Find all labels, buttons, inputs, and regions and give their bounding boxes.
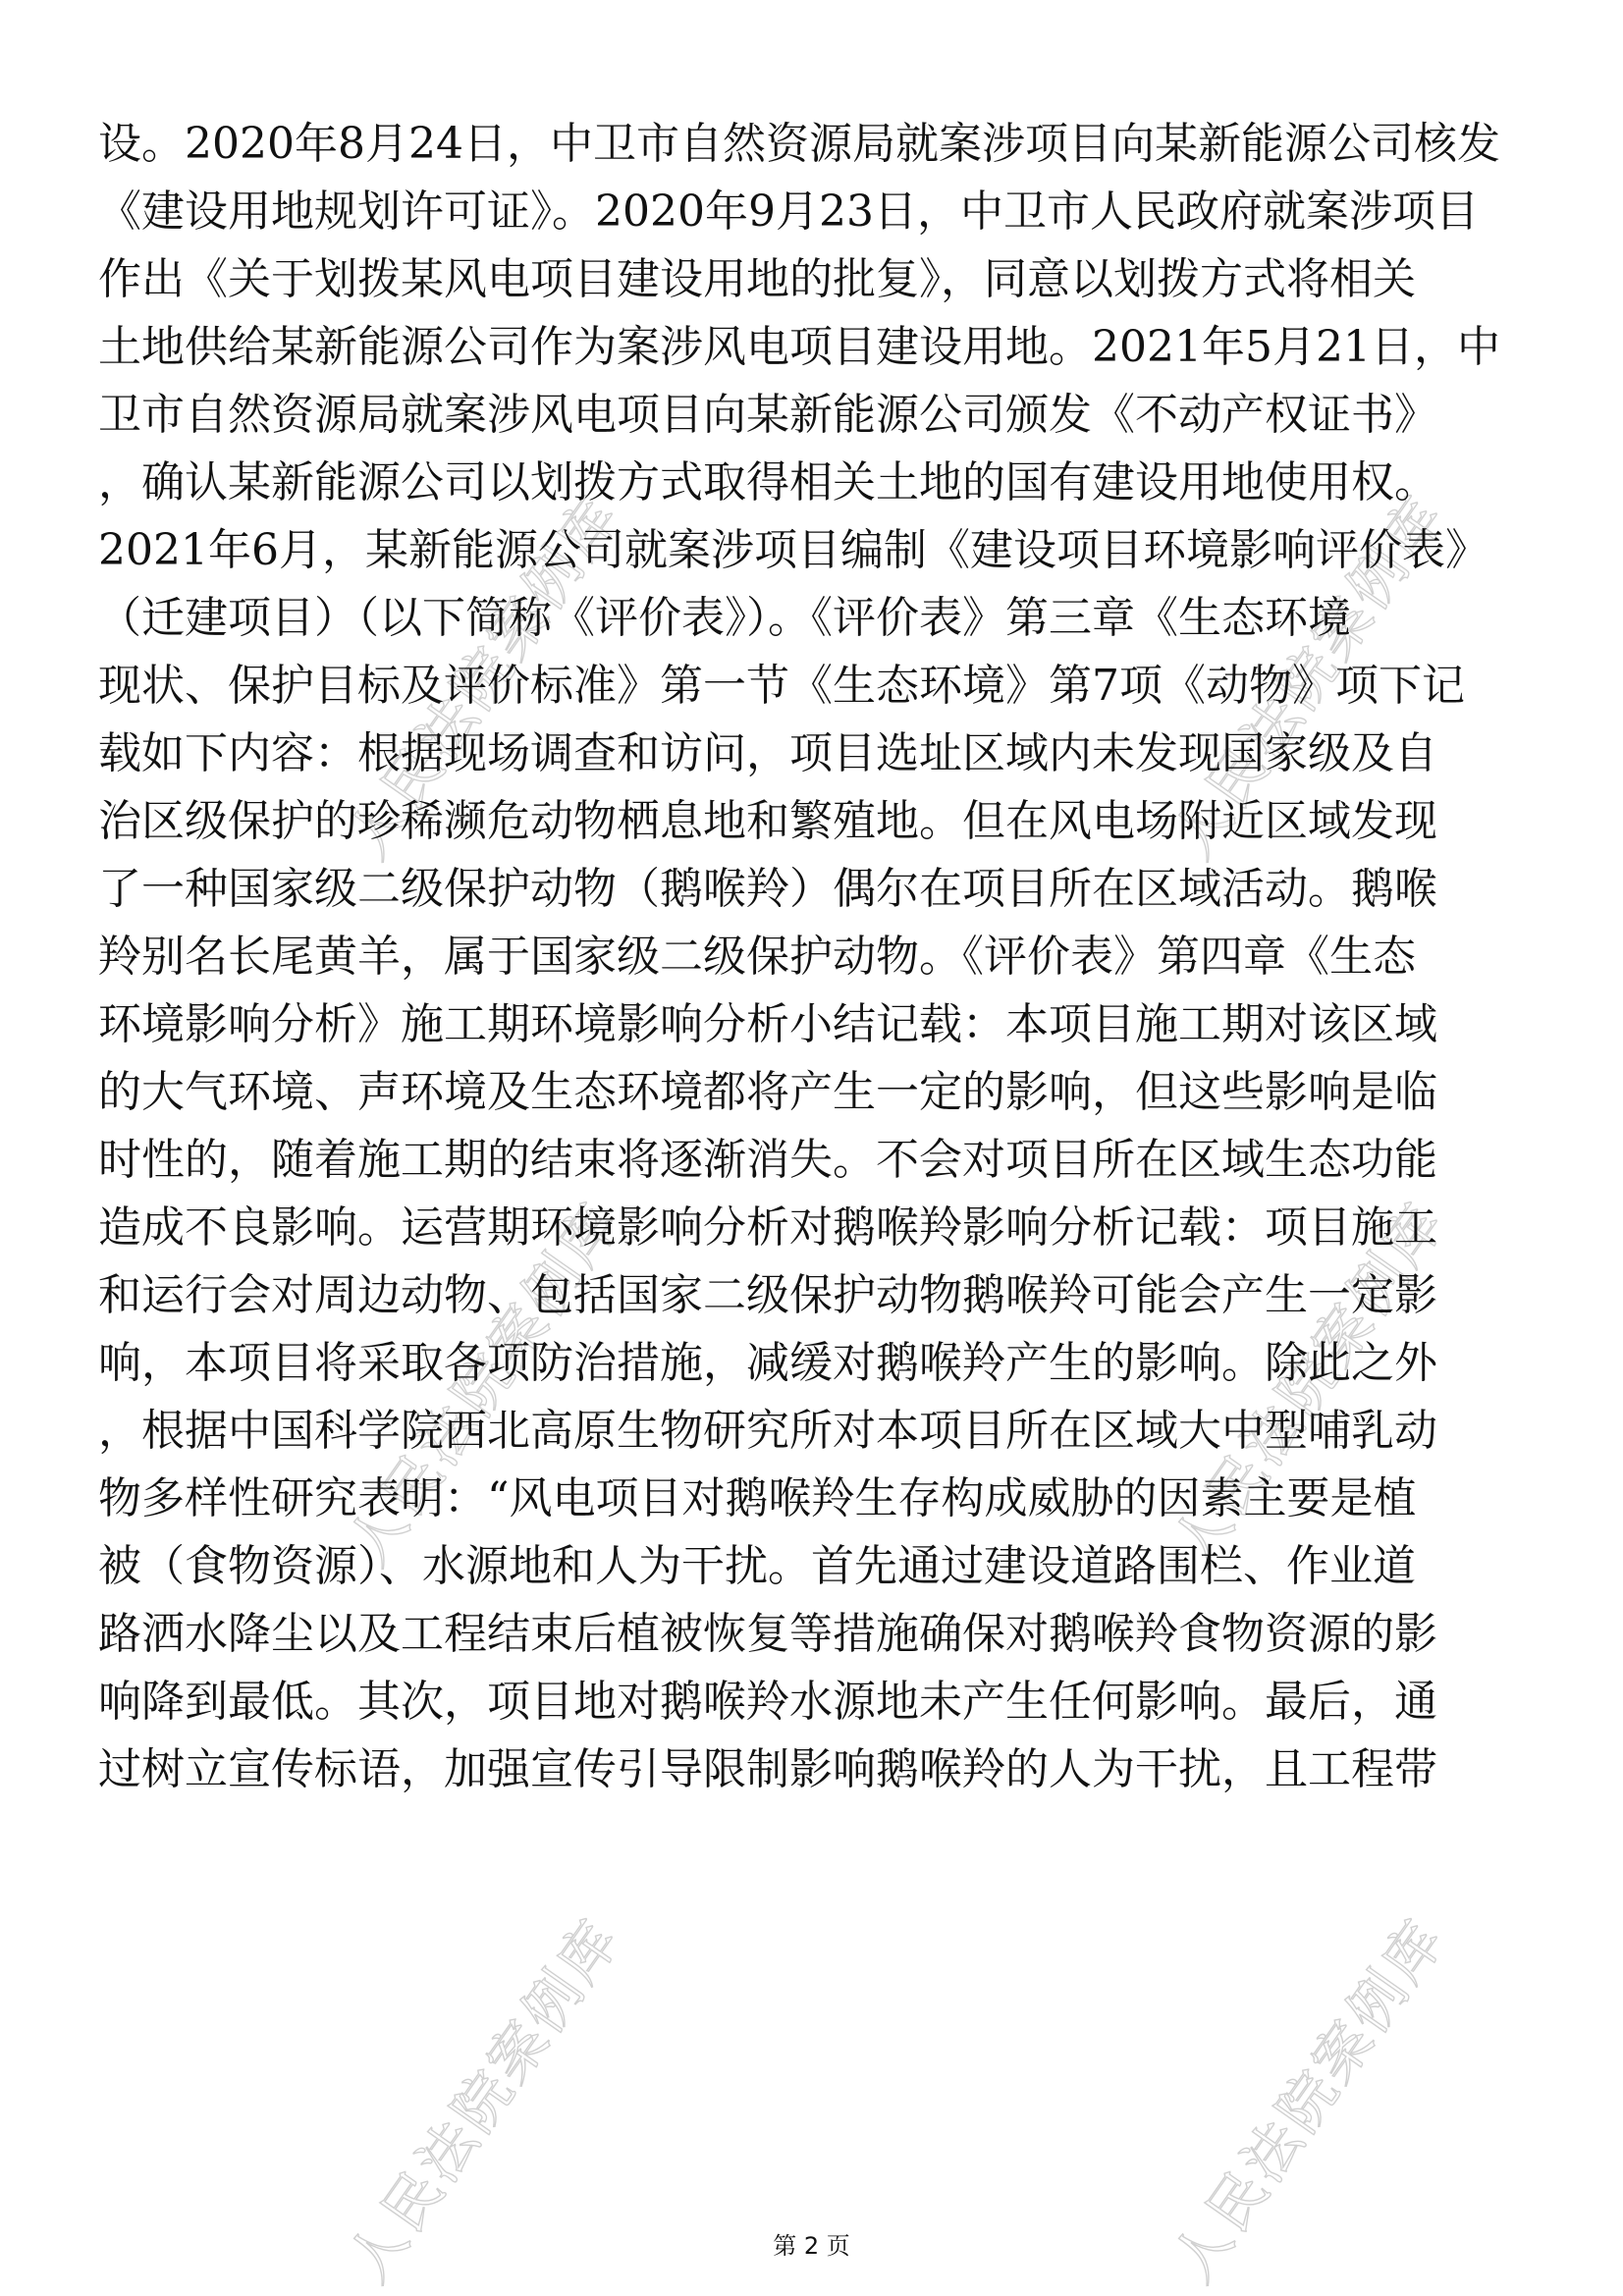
text-line: 现状、保护目标及评价标准》第一节《生态环境》第7项《动物》项下记: [98, 661, 1465, 711]
text-line: 羚别名长尾黄羊，属于国家级二级保护动物。《评价表》第四章《生态: [98, 932, 1416, 982]
text-line: 路洒水降尘以及工程结束后植被恢复等措施确保对鹅喉羚食物资源的影: [98, 1609, 1437, 1659]
text-line: 卫市自然资源局就案涉风电项目向某新能源公司颁发《不动产权证书》: [98, 390, 1437, 440]
watermark-stamp: 人民法院案例库: [334, 1905, 634, 2294]
page-number: 第 2 页: [773, 2232, 850, 2260]
text-line: 过树立宣传标语，加强宣传引导限制影响鹅喉羚的人为干扰，且工程带: [98, 1744, 1437, 1794]
text-line: 《建设用地规划许可证》。2020年9月23日，中卫市人民政府就案涉项目: [98, 187, 1479, 237]
text-line: 物多样性研究表明：“风电项目对鹅喉羚生存构成威胁的因素主要是植: [98, 1473, 1417, 1523]
body-text: [98, 110, 1528, 1803]
text-line: 环境影响分析》施工期环境影响分析小结记载：本项目施工期对该区域: [98, 999, 1437, 1049]
watermark-stamp: 人民法院案例库: [1159, 1905, 1459, 2294]
watermark-stamp: 人民法院案例库: [334, 1189, 634, 1577]
text-line: 的大气环境、声环境及生态环境都将产生一定的影响，但这些影响是临: [98, 1067, 1437, 1117]
text-line: 响降到最低。其次，项目地对鹅喉羚水源地未产生任何影响。最后，通: [98, 1677, 1437, 1727]
text-line: ，确认某新能源公司以划拨方式取得相关土地的国有建设用地使用权。: [98, 457, 1437, 507]
text-line: 设。2020年8月24日，中卫市自然资源局就案涉项目向某新能源公司核发: [98, 119, 1500, 169]
text-line: 被（食物资源）、水源地和人为干扰。首先通过建设道路围栏、作业道: [98, 1541, 1416, 1591]
text-line: （迁建项目）（以下简称《评价表》）。《评价表》第三章《生态环境: [98, 593, 1351, 643]
watermark-stamp: 人民法院案例库: [1159, 482, 1459, 871]
text-line: ，根据中国科学院西北高原生物研究所对本项目所在区域大中型哺乳动: [98, 1406, 1437, 1456]
text-line: 了一种国家级二级保护动物（鹅喉羚）偶尔在项目所在区域活动。鹅喉: [98, 864, 1437, 914]
text-line: 时性的，随着施工期的结束将逐渐消失。不会对项目所在区域生态功能: [98, 1135, 1437, 1185]
text-line: 作出《关于划拨某风电项目建设用地的批复》，同意以划拨方式将相关: [98, 254, 1416, 304]
text-line: 载如下内容：根据现场调查和访问，项目选址区域内未发现国家级及自: [98, 728, 1437, 778]
text-line: 造成不良影响。运营期环境影响分析对鹅喉羚影响分析记载：项目施工: [98, 1202, 1437, 1253]
text-line: 土地供给某新能源公司作为案涉风电项目建设用地。2021年5月21日，中: [98, 322, 1500, 372]
watermark-stamp: 人民法院案例库: [334, 482, 634, 871]
watermark-stamp: 人民法院案例库: [1159, 1189, 1459, 1577]
text-line: 治区级保护的珍稀濒危动物栖息地和繁殖地。但在风电场附近区域发现: [98, 796, 1437, 846]
text-line: 和运行会对周边动物、包括国家二级保护动物鹅喉羚可能会产生一定影: [98, 1270, 1437, 1320]
text-line: 响，本项目将采取各项防治措施，减缓对鹅喉羚产生的影响。除此之外: [98, 1338, 1437, 1388]
text-line: 2021年6月，某新能源公司就案涉项目编制《建设项目环境影响评价表》: [98, 525, 1488, 575]
